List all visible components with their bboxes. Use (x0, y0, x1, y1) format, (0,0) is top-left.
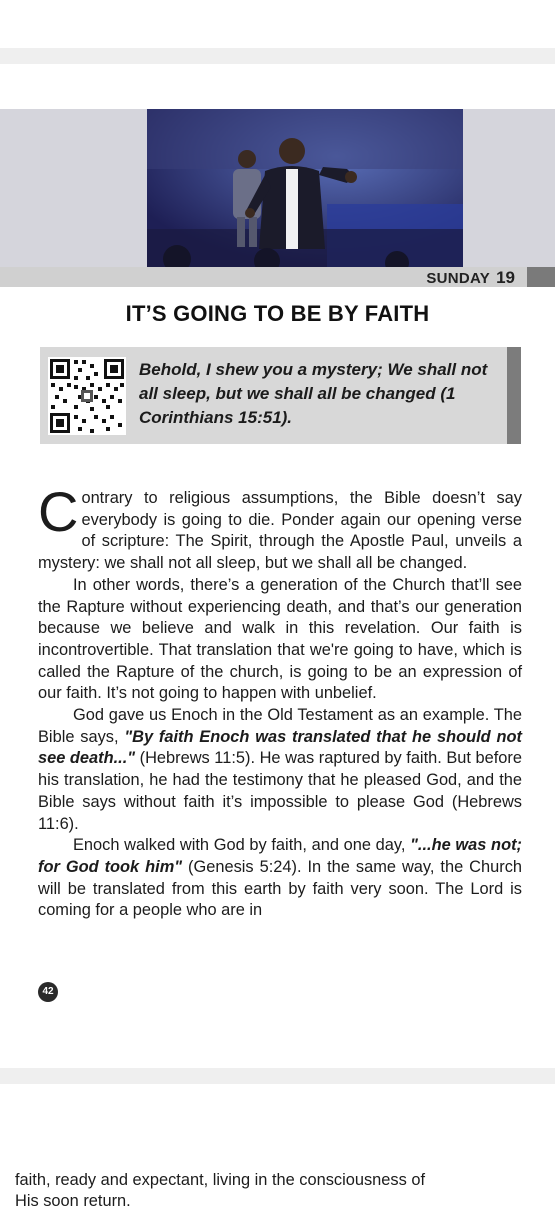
paragraph-3-text-a: God gave us Enoch in the Old Testament as an example. The Bible says, (38, 706, 522, 746)
top-margin (0, 0, 555, 48)
next-page-line-2: His soon return. (15, 1192, 131, 1210)
preacher-photo-illustration (147, 109, 463, 267)
next-page-line-1: faith, ready and expectant, living in the consciousness of (15, 1171, 426, 1189)
page-separator-bottom (0, 1068, 555, 1084)
date-label (426, 268, 515, 288)
devotional-body (38, 480, 522, 922)
day-of-week: SUNDAY (426, 270, 491, 287)
scripture-quote-hebrews: "By faith Enoch was translated that he should not see death..." (38, 727, 522, 768)
paragraph-4-text-b: (Genesis 5:24). In the same way, the Church will be translated from this earth by faith very soon. The Lord is coming for a people who are in (38, 857, 522, 920)
date-band-tab (527, 267, 555, 287)
paragraph-3-text-b: (Hebrews 11:5). He was raptured by faith. But before his translation, he had the testimony that he pleased God, and the Bible says without faith it’s impossible to please God (Hebrews 11:6). (38, 749, 522, 833)
scripture-quote-genesis: "...he was not; for God took him" (38, 836, 522, 876)
page-title: IT’S GOING TO BE BY FAITH (125, 301, 430, 326)
qr-code-graphic (48, 357, 126, 435)
hero-photo (147, 109, 463, 267)
paragraph-2: In other words, there’s a generation of the Church that’ll see the Rapture without experiencing death, and that’s our generation because we believe and walk in this revelation. Our faith is incontrovertible. That translation that we're going to have, which is called the Rapture of the church, is going to be an expression of our faith. It’s not going to happen with unbelief. (38, 575, 522, 703)
drop-cap: C (38, 480, 79, 543)
paragraph-1-text: ontrary to religious assumptions, the Bible doesn’t say everybody is going to die. Ponder again our opening verse of scripture: The Spirit, through the Apostle Paul, unveils a mystery: we shall not all sleep, but we shall all be changed. (38, 489, 522, 573)
date-number: 19 (496, 268, 515, 287)
paragraph-4 (38, 835, 522, 922)
page-number-badge: 42 (38, 982, 58, 1002)
paragraph-1 (38, 480, 522, 575)
paragraph-4-text-a: Enoch walked with God by faith, and one day, (73, 836, 411, 855)
verse-box-side-bar (507, 347, 521, 444)
page-separator-top (0, 48, 555, 64)
opening-verse: Behold, I shew you a mystery; We shall not all sleep, but we shall all be changed (1 Corinthians 15:51). (139, 360, 488, 427)
paragraph-3 (38, 705, 522, 835)
qr-code-icon[interactable] (48, 357, 126, 435)
